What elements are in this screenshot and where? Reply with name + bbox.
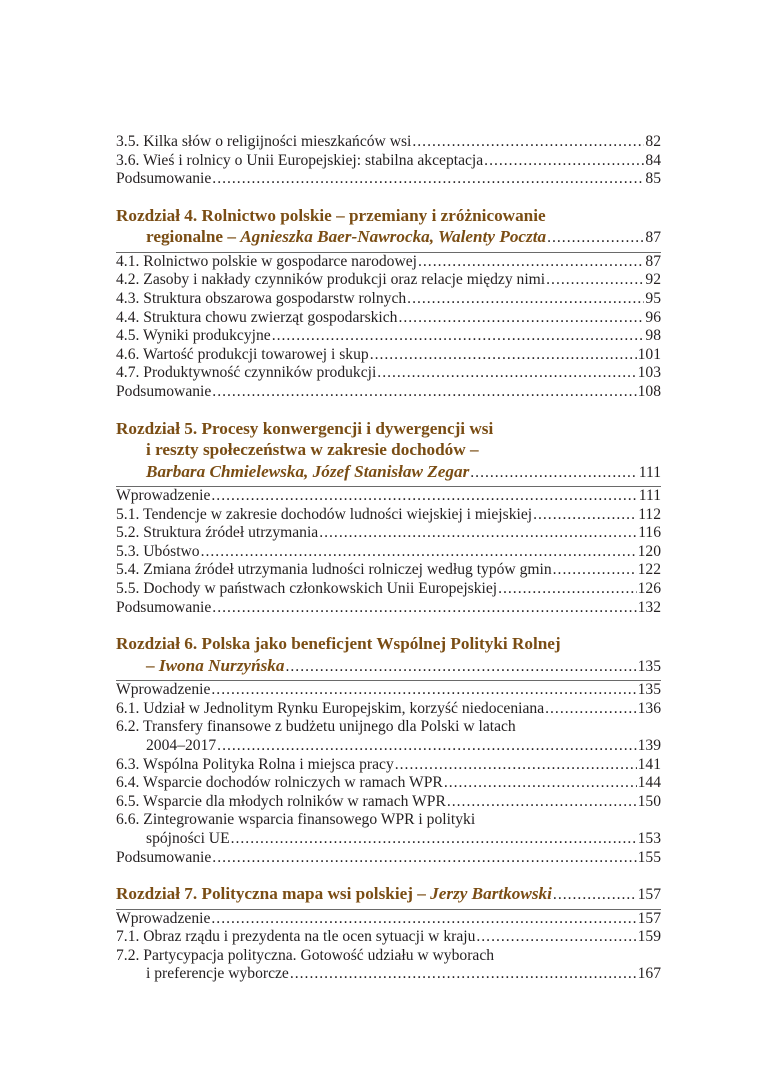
toc-entry-label: Wprowadzenie: [116, 487, 211, 505]
toc-entry-label: 4.1. Rolnictwo polskie w gospodarce narodowej: [116, 252, 417, 270]
toc-entry-page: 103: [637, 364, 661, 382]
dot-leader: [476, 928, 636, 947]
dot-leader: [447, 793, 637, 812]
toc-entry[interactable]: [116, 561, 661, 580]
chapter-title-line: Rozdział 5. Procesy konwergencji i dywergencji wsi: [116, 418, 494, 438]
toc-entry-label: Podsumowanie: [116, 170, 212, 188]
toc-entry[interactable]: [116, 309, 661, 328]
chapter-title-prefix: –: [146, 655, 159, 675]
toc-chapter-5: [116, 418, 661, 618]
toc-entry-label: Podsumowanie: [116, 598, 212, 616]
dot-leader: [319, 524, 637, 543]
toc-entry-page: 111: [638, 487, 661, 505]
chapter-title-line: Rozdział 4. Rolnictwo polskie – przemiany i zróżnicowanie: [116, 205, 546, 225]
toc-entry[interactable]: [116, 170, 661, 189]
toc-entry-page: 135: [637, 681, 661, 699]
chapter-title-entry[interactable]: [116, 883, 661, 906]
toc-entry-label: 4.3. Struktura obszarowa gospodarstw rolnych: [116, 289, 407, 307]
toc-entry[interactable]: [116, 487, 661, 506]
toc-entry-label: 5.4. Zmiana źródeł utrzymania ludności rolniczej według typów gmin: [116, 561, 552, 579]
toc-entry-page: 96: [645, 308, 661, 326]
dot-leader: [212, 383, 636, 402]
toc-entry-label-line[interactable]: 6.6. Zintegrowanie wsparcia finansowego WPR i polityki: [116, 811, 476, 829]
dot-leader: [533, 506, 637, 525]
toc-chapter-6: [116, 633, 661, 867]
toc-entry-page: 155: [637, 848, 661, 866]
dot-leader: [546, 271, 644, 290]
toc-entry-label-line[interactable]: 7.2. Partycypacja polityczna. Gotowość udziału w wyborach: [116, 946, 495, 964]
toc-entry[interactable]: [116, 830, 661, 849]
dot-leader: [418, 253, 644, 272]
toc-entry[interactable]: [116, 737, 661, 756]
toc-entry-label: 7.1. Obraz rządu i prezydenta na tle ocen sytuacji w kraju: [116, 928, 476, 946]
dot-leader: [370, 346, 637, 365]
toc-entry[interactable]: [116, 928, 661, 947]
chapter-page: 111: [638, 463, 661, 481]
dot-leader: [553, 884, 637, 906]
toc-entry-page: 144: [637, 774, 661, 792]
toc-entry[interactable]: [116, 346, 661, 365]
toc-entry[interactable]: [116, 793, 661, 812]
dot-leader: [231, 830, 637, 849]
toc-entry[interactable]: [116, 152, 661, 171]
chapter-title-prefix: Rozdział 7. Polityczna mapa wsi polskiej –: [116, 884, 431, 904]
toc-entry-label: 6.1. Udział w Jednolitym Rynku Europejskim, korzyść niedoceniana: [116, 699, 545, 717]
dot-leader: [444, 774, 637, 793]
toc-entry-label: 5.1. Tendencje w zakresie dochodów ludności wiejskiej i miejskiej: [116, 505, 533, 523]
dot-leader: [412, 133, 644, 152]
toc-entry-label-line[interactable]: 6.2. Transfery finansowe z budżetu unijnego dla Polski w latach: [116, 718, 516, 736]
dot-leader: [290, 965, 637, 984]
toc-chapter-7: [116, 883, 661, 984]
toc-entry-page: 126: [637, 580, 661, 597]
toc-entry-page: 150: [637, 792, 661, 810]
toc-entry[interactable]: [116, 774, 661, 793]
toc-entry-page: 157: [637, 909, 661, 927]
dot-leader: [484, 152, 644, 171]
toc-entry[interactable]: [116, 133, 661, 152]
toc-entry-label: 4.7. Produktywność czynników produkcji: [116, 364, 377, 382]
dot-leader: [212, 849, 636, 868]
dot-leader: [217, 737, 636, 756]
toc-entry-page: 141: [637, 755, 661, 773]
dot-leader: [498, 580, 637, 599]
toc-entry-page: 108: [637, 382, 661, 400]
chapter-title-line: Rozdział 6. Polska jako beneficjent Wspólnej Polityki Rolnej: [116, 634, 561, 654]
dot-leader: [377, 364, 636, 383]
toc-entry-page: 85: [645, 170, 661, 188]
dot-leader: [398, 309, 644, 328]
chapter-page: 87: [645, 229, 661, 247]
toc-entry-page: 84: [645, 151, 661, 169]
chapter-page: 157: [637, 886, 661, 904]
toc-entry-page: 139: [637, 736, 661, 754]
table-of-contents: [116, 133, 661, 984]
toc-entry-page: 153: [637, 829, 661, 847]
toc-entry[interactable]: [116, 599, 661, 618]
dot-leader: [407, 290, 644, 309]
toc-entry[interactable]: [116, 290, 661, 309]
toc-entry-label: 5.3. Ubóstwo: [116, 542, 200, 560]
toc-entry-page: 159: [637, 928, 661, 946]
toc-entry[interactable]: [116, 756, 661, 775]
dot-leader: [212, 599, 636, 618]
toc-entry-label: 4.2. Zasoby i nakłady czynników produkcji oraz relacje między nimi: [116, 271, 546, 289]
toc-entry-page: 136: [637, 699, 661, 717]
dot-leader: [211, 910, 636, 929]
toc-entry-label: i preferencje wyborcze: [146, 965, 289, 983]
dot-leader: [211, 681, 636, 700]
toc-entry-label: 4.6. Wartość produkcji towarowej i skup: [116, 345, 369, 363]
dot-leader: [545, 700, 636, 719]
toc-entry-label: Wprowadzenie: [116, 681, 211, 699]
toc-entry-label: Podsumowanie: [116, 382, 212, 400]
toc-entry-page: 101: [637, 345, 661, 363]
toc-entry[interactable]: [116, 910, 661, 929]
chapter-author: Iwona Nurzyńska: [158, 655, 285, 675]
toc-entry-page: 82: [645, 133, 661, 150]
chapter-title-entry[interactable]: [116, 461, 661, 484]
toc-entry-page: 122: [637, 561, 661, 579]
toc-entry-page: 120: [637, 542, 661, 560]
toc-entry-label: spójności UE: [146, 829, 230, 847]
toc-entry-page: 92: [645, 271, 661, 289]
toc-entry[interactable]: [116, 364, 661, 383]
dot-leader: [201, 543, 637, 562]
dot-leader: [547, 227, 644, 249]
toc-entry-page: 98: [645, 327, 661, 345]
dot-leader: [470, 462, 638, 484]
toc-section-ch3-tail: [116, 133, 661, 189]
toc-entry-label: 5.5. Dochody w państwach członkowskich Unii Europejskiej: [116, 580, 498, 597]
toc-entry-page: 95: [645, 289, 661, 307]
toc-entry-label: 6.5. Wsparcie dla młodych rolników w ramach WPR: [116, 792, 446, 810]
toc-entry-label: 6.4. Wsparcie dochodów rolniczych w ramach WPR: [116, 774, 443, 792]
chapter-title-entry[interactable]: [116, 655, 661, 678]
toc-entry[interactable]: [116, 965, 661, 984]
toc-entry-label: 3.6. Wieś i rolnicy o Unii Europejskiej: stabilna akceptacja: [116, 151, 484, 169]
toc-entry[interactable]: [116, 506, 661, 525]
toc-entry[interactable]: [116, 700, 661, 719]
toc-entry-page: 132: [637, 598, 661, 616]
toc-entry-page: 87: [645, 252, 661, 270]
toc-entry[interactable]: [116, 271, 661, 290]
toc-entry[interactable]: [116, 383, 661, 402]
toc-entry-label: 4.4. Struktura chowu zwierząt gospodarskich: [116, 308, 398, 326]
chapter-title-entry[interactable]: [116, 226, 661, 249]
toc-entry-label: Wprowadzenie: [116, 909, 211, 927]
toc-entry[interactable]: [116, 524, 661, 543]
toc-entry-label: 5.2. Struktura źródeł utrzymania: [116, 524, 319, 542]
toc-entry-label: 6.3. Wspólna Polityka Rolna i miejsca pracy: [116, 755, 394, 773]
toc-entry[interactable]: [116, 580, 661, 599]
chapter-author: Barbara Chmielewska, Józef Stanisław Zegar: [146, 461, 470, 481]
dot-leader: [553, 561, 637, 580]
toc-entry[interactable]: [116, 543, 661, 562]
chapter-author: Agnieszka Baer-Nawrocka, Walenty Poczta: [240, 227, 547, 247]
toc-entry-label: 4.5. Wyniki produkcyjne: [116, 327, 271, 345]
chapter-page: 135: [637, 657, 661, 675]
dot-leader: [211, 487, 637, 506]
chapter-author: Jerzy Bartkowski: [430, 884, 552, 904]
chapter-title-line: i reszty społeczeństwa w zakresie dochodów –: [146, 440, 479, 460]
chapter-title-prefix: regionalne –: [146, 227, 241, 247]
toc-entry-page: 116: [638, 524, 661, 542]
dot-leader: [212, 170, 644, 189]
toc-entry-page: 112: [638, 505, 661, 523]
toc-entry[interactable]: [116, 253, 661, 272]
dot-leader: [395, 756, 637, 775]
toc-entry-label: 3.5. Kilka słów o religijności mieszkańców wsi: [116, 133, 412, 150]
toc-entry-label: 2004–2017: [146, 736, 217, 754]
toc-entry[interactable]: [116, 327, 661, 346]
dot-leader: [286, 656, 637, 678]
toc-entry-label: Podsumowanie: [116, 848, 212, 866]
toc-entry[interactable]: [116, 849, 661, 868]
dot-leader: [272, 327, 645, 346]
toc-entry-page: 167: [637, 965, 661, 983]
toc-entry[interactable]: [116, 681, 661, 700]
toc-chapter-4: [116, 205, 661, 402]
